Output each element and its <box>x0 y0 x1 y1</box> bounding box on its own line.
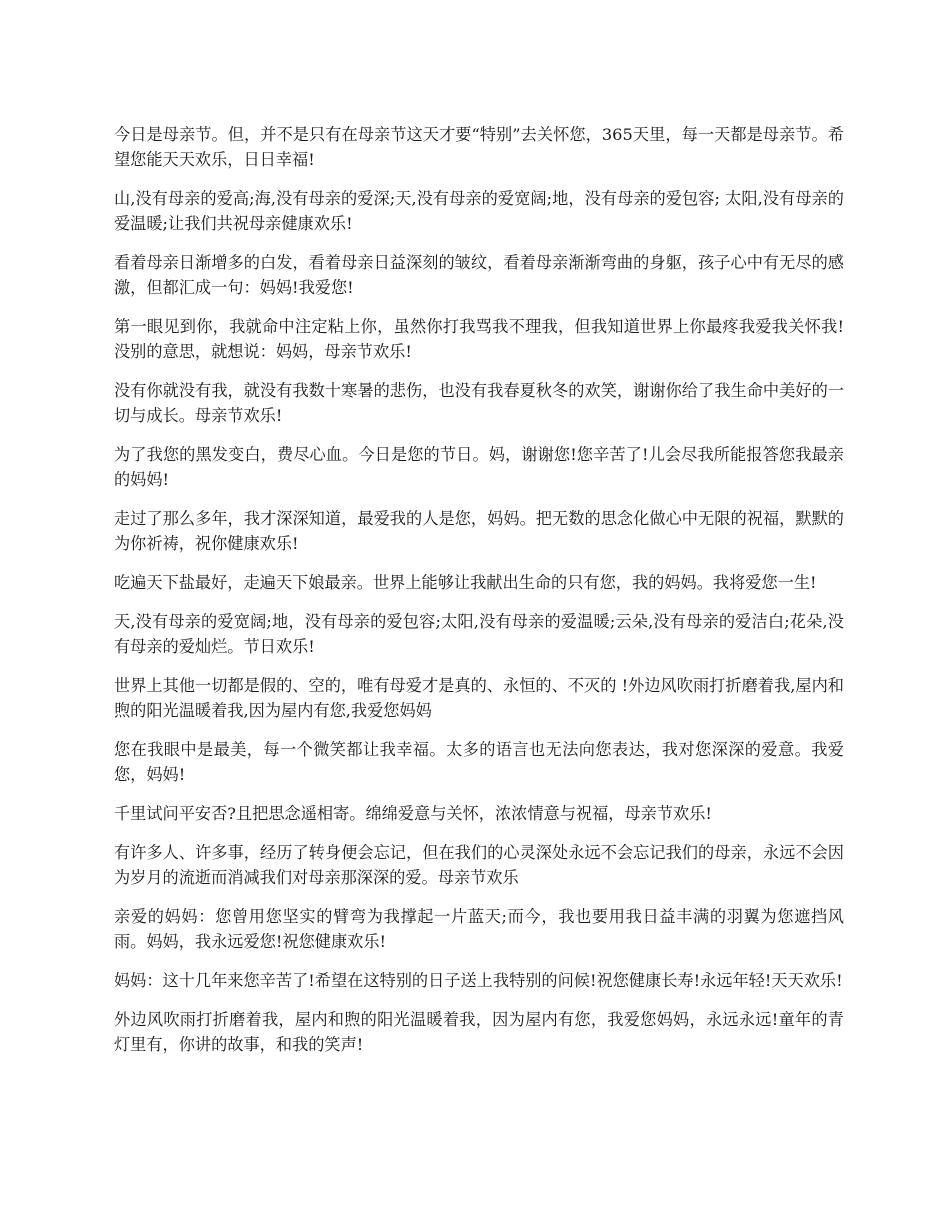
paragraph-14: 亲爱的妈妈：您曾用您坚实的臂弯为我撑起一片蓝天;而今，我也要用我日益丰满的羽翼为您遮挡风雨。妈妈，我永远爱您!祝您健康欢乐! <box>114 907 844 951</box>
paragraph-6: 为了我您的黑发变白，费尽心血。今日是您的节日。妈，谢谢您!您辛苦了!儿会尽我所能报答您我最亲的妈妈! <box>114 445 844 489</box>
paragraph-2: 山,没有母亲的爱高;海,没有母亲的爱深;天,没有母亲的爱宽阔;地，没有母亲的爱包容; 太阳,没有母亲的爱温暖;让我们共祝母亲健康欢乐! <box>114 189 844 233</box>
paragraph-10: 世界上其他一切都是假的、空的，唯有母爱才是真的、永恒的、不灭的 !外边风吹雨打折磨着我,屋内和煦的阳光温暖着我,因为屋内有您,我爱您妈妈 <box>114 676 844 720</box>
document-body <box>114 122 844 1071</box>
paragraph-1: 今日是母亲节。但，并不是只有在母亲节这天才要“特别”去关怀您，365天里，每一天都是母亲节。希望您能天天欢乐，日日幸福! <box>114 125 844 169</box>
paragraph-16: 外边风吹雨打折磨着我，屋内和煦的阳光温暖着我，因为屋内有您，我爱您妈妈，永远永远!童年的青灯里有，你讲的故事，和我的笑声! <box>114 1010 844 1054</box>
paragraph-9: 天,没有母亲的爱宽阔;地，没有母亲的爱包容;太阳,没有母亲的爱温暖;云朵,没有母亲的爱洁白;花朵,没有母亲的爱灿烂。节日欢乐! <box>114 612 844 656</box>
paragraph-13: 有许多人、许多事，经历了转身便会忘记，但在我们的心灵深处永远不会忘记我们的母亲，永远不会因为岁月的流逝而消减我们对母亲那深深的爱。母亲节欢乐 <box>114 843 844 887</box>
paragraph-8: 吃遍天下盐最好，走遍天下娘最亲。世界上能够让我献出生命的只有您，我的妈妈。我将爱您一生! <box>114 573 817 592</box>
paragraph-7: 走过了那么多年，我才深深知道，最爱我的人是您，妈妈。把无数的思念化做心中无限的祝福，默默的为你祈祷，祝你健康欢乐! <box>114 509 844 553</box>
paragraph-4: 第一眼见到你，我就命中注定粘上你，虽然你打我骂我不理我，但我知道世界上你最疼我爱我关怀我!没别的意思，就想说：妈妈，母亲节欢乐! <box>114 317 844 361</box>
paragraph-3: 看着母亲日渐增多的白发，看着母亲日益深刻的皱纹，看着母亲渐渐弯曲的身躯，孩子心中有无尽的感激，但都汇成一句：妈妈!我爱您! <box>114 253 844 297</box>
paragraph-15: 妈妈：这十几年来您辛苦了!希望在这特别的日子送上我特别的问候!祝您健康长寿!永远年轻!天天欢乐! <box>114 971 843 990</box>
paragraph-11: 您在我眼中是最美，每一个微笑都让我幸福。太多的语言也无法向您表达，我对您深深的爱意。我爱您，妈妈! <box>114 740 844 784</box>
paragraph-12: 千里试问平安否?且把思念遥相寄。绵绵爱意与关怀，浓浓情意与祝福，母亲节欢乐! <box>114 804 712 823</box>
paragraph-5: 没有你就没有我，就没有我数十寒暑的悲伤，也没有我春夏秋冬的欢笑，谢谢你给了我生命中美好的一切与成长。母亲节欢乐! <box>114 381 844 425</box>
